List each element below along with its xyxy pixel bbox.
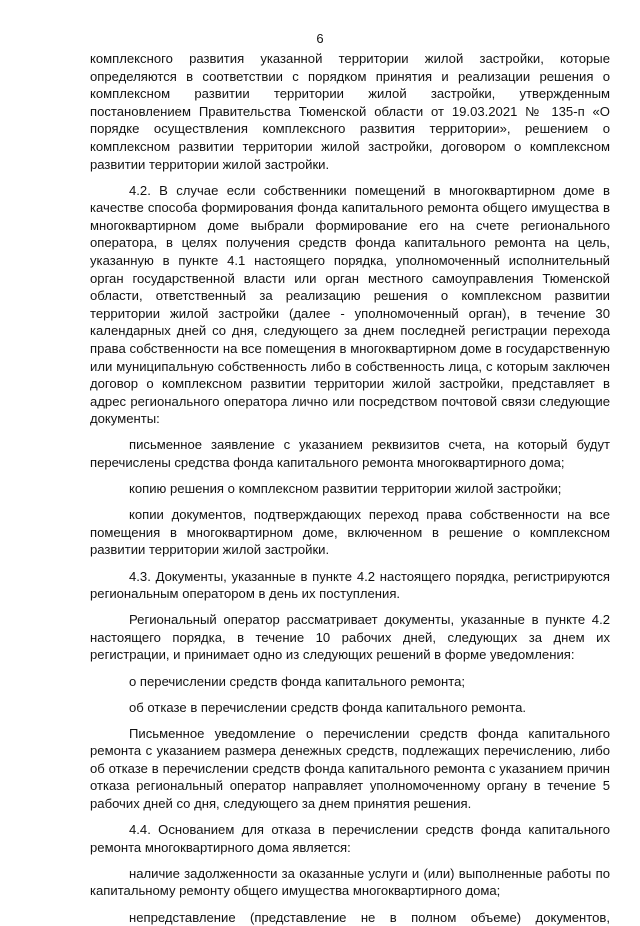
body-paragraph: Региональный оператор рассматривает документы, указанные в пункте 4.2 настоящего порядка, в течение 10 рабочих дней, следующих за днем их регистрации, и принимает одно из следующих решений в форме уведомления: — [90, 612, 610, 663]
body-paragraph: Письменное уведомление о перечислении средств фонда капитального ремонта с указанием размера денежных средств, подлежащих перечислению, либо об отказе в перечислении средств фонда капитального ремонта с указанием причин отказа региональный оператор направляет уполномоченному органу в течение 5 рабочих дней со дня, следующего за днем принятия решения. — [90, 725, 610, 812]
body-paragraph: комплексного развития указанной территории жилой застройки, которые определяются в соответствии с порядком принятия и реализации решения о комплексном развитии территории жилой застройки, утвержденным постановлением Правительства Тюменской области от 19.03.2021 № 135-п «О порядке осуществления комплексного развития территории», решением о комплексном развитии территории жилой застройки, договором о комплексном развитии территории жилой застройки. — [90, 51, 610, 172]
document-body — [90, 50, 610, 926]
body-paragraph: 4.4. Основанием для отказа в перечислении средств фонда капитального ремонта многоквартирного дома является: — [90, 822, 610, 855]
body-paragraph: копию решения о комплексном развитии территории жилой застройки; — [129, 481, 562, 497]
body-paragraph: 4.3. Документы, указанные в пункте 4.2 настоящего порядка, регистрируются региональным оператором в день их поступления. — [90, 568, 610, 602]
body-paragraph: об отказе в перечислении средств фонда капитального ремонта. — [129, 699, 527, 715]
page-number: 6 — [316, 31, 324, 46]
body-paragraph: о перечислении средств фонда капитального ремонта; — [129, 673, 466, 689]
body-paragraph: 4.2. В случае если собственники помещений в многоквартирном доме в качестве способа формирования фонда капитального ремонта общего имущества в многоквартирном доме выбрали формирование его на счете регионального оператора, в целях получения средств фонда капитального ремонта на цель, указанную в пункте 4.1 настоящего порядка, уполномоченный исполнительный орган государственной власти или орган местного самоуправления Тюменской области, ответственный за реализацию решения о комплексном развитии территории жилой застройки (далее - уполномоченный орган), в течение 30 календарных дней со дня, следующего за днем последней регистрации перехода права собственности на все помещения в многоквартирном доме в государственную или муниципальную собственность либо в собственность лица, с которым заключен договор о комплексном развитии территории жилой застройки, представляет в адрес регионального оператора лично или посредством почтовой связи следующие документы: — [90, 182, 610, 427]
body-paragraph: непредставление (представление не в полном объеме) документов, — [129, 909, 610, 925]
body-paragraph: письменное заявление с указанием реквизитов счета, на который будут перечислены средства фонда капитального ремонта многоквартирного дома; — [90, 437, 610, 471]
body-paragraph: наличие задолженности за оказанные услуги и (или) выполненные работы по капитальному ремонту общего имущества многоквартирного дома; — [90, 865, 610, 899]
body-paragraph: копии документов, подтверждающих переход права собственности на все помещения в многоквартирном доме, включенном в решение о комплексном развитии территории жилой застройки. — [90, 507, 610, 558]
